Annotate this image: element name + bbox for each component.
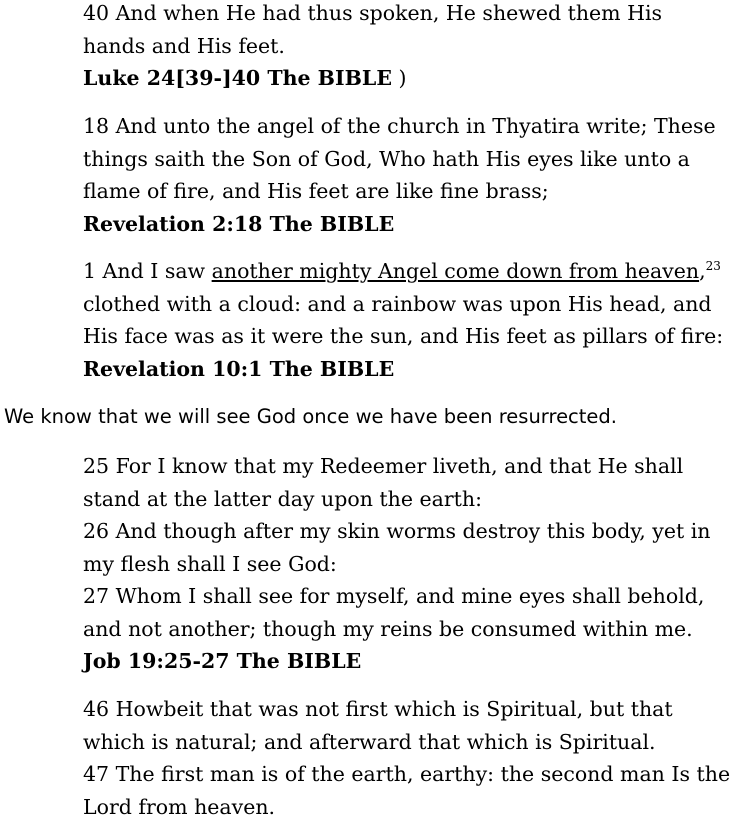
scripture-quote-revelation-2 (83, 110, 723, 240)
footnote-mark: 23 (706, 259, 721, 273)
verse-line: His face was as it were the sun, and His feet as pillars of fire: (83, 320, 723, 353)
verse-line: 25 For I know that my Redeemer liveth, and that He shall (83, 450, 723, 483)
verse-line: 27 Whom I shall see for myself, and mine eyes shall behold, (83, 580, 723, 613)
scripture-reference (83, 62, 723, 95)
verse-line: and not another; though my reins be consumed within me. (83, 613, 723, 646)
verse-line: flame of fire, and His feet are like fine brass; (83, 175, 723, 208)
verse-line: 26 And though after my skin worms destroy this body, yet in (83, 515, 723, 548)
scripture-quote-luke (83, 0, 723, 95)
verse-line: which is natural; and afterward that which is Spiritual. (83, 726, 723, 759)
scripture-quote-revelation-10 (83, 255, 723, 385)
verse-line: Lord from heaven. (83, 791, 723, 823)
verse-line: stand at the latter day upon the earth: (83, 483, 723, 516)
scripture-reference: Revelation 10:1 The BIBLE (83, 353, 723, 386)
commentary-text: We know that we will see God once we have been resurrected. (4, 402, 617, 432)
verse-prefix: 1 And I saw (83, 259, 212, 283)
verse-comma: , (699, 259, 706, 283)
verse-line: 18 And unto the angel of the church in Thyatira write; These (83, 110, 723, 143)
verse-line: 47 The first man is of the earth, earthy: the second man Is the (83, 758, 723, 791)
verse-line: things saith the Son of God, Who hath His eyes like unto a (83, 143, 723, 176)
reference-text: Luke 24[39-]40 The BIBLE (83, 66, 392, 90)
verse-line: my flesh shall I see God: (83, 548, 723, 581)
scripture-reference: Revelation 2:18 The BIBLE (83, 208, 723, 241)
scripture-quote-corinthians (83, 693, 723, 823)
scripture-reference: Job 19:25-27 The BIBLE (83, 645, 723, 678)
verse-line: 40 And when He had thus spoken, He shewed them His (83, 0, 723, 30)
underlined-phrase: another mighty Angel come down from heaven (212, 259, 699, 283)
verse-line: hands and His feet. (83, 30, 723, 63)
scripture-quote-job (83, 450, 723, 678)
verse-line: clothed with a cloud: and a rainbow was upon His head, and (83, 288, 723, 321)
reference-tail: ) (392, 66, 407, 90)
verse-line (83, 255, 723, 288)
verse-line: 46 Howbeit that was not first which is Spiritual, but that (83, 693, 723, 726)
